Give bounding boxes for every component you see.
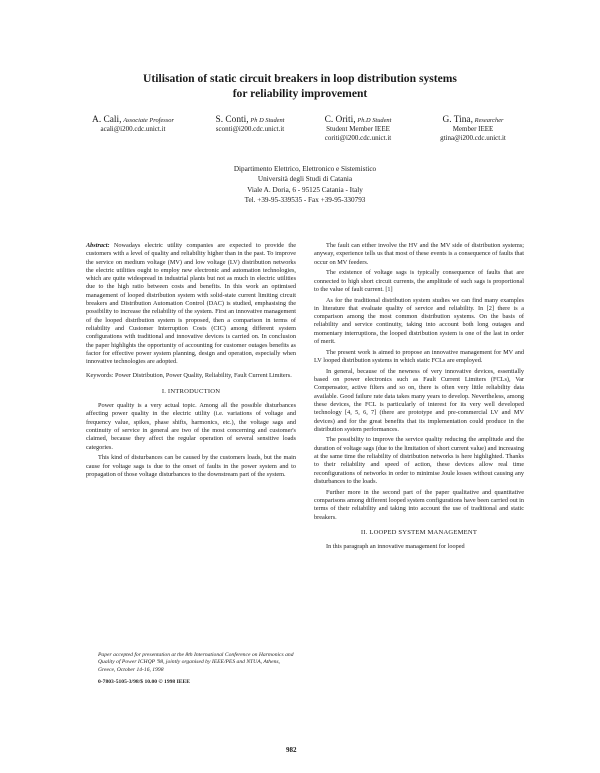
keywords: Keywords: Power Distribution, Power Quality, Reliability, Fault Current Limiters. bbox=[86, 372, 292, 380]
author-role: Researcher bbox=[474, 117, 504, 124]
intro-paragraph: This kind of disturbances can be caused by the customers loads, but the main cause for voltage sags is due to the onset of faults in the power system and to propagation of those voltage disturbances to the downstream part of the system. bbox=[86, 454, 296, 478]
author-1 bbox=[78, 116, 188, 134]
body-paragraph: As for the traditional distribution system studies we can find many examples in literature that evaluate quality of service and reliability. In [2] there is a comparison among the most common distribution systems. On the basis of reliability and service continuity, taking into account both long outages and momentary interruptions, the looped distribution system is one of the last in order of merit. bbox=[314, 296, 524, 346]
abstract bbox=[86, 242, 296, 366]
page-number: 982 bbox=[286, 746, 297, 754]
author-email: coriti@i200.cdc.unict.it bbox=[324, 134, 392, 142]
copyright-line: 0-7803-5105-3/98/$ 10.00 © 1998 IEEE bbox=[98, 679, 190, 686]
title-line-1: Utilisation of static circuit breakers in loop distribution systems bbox=[143, 72, 457, 85]
author-name: S. Conti, bbox=[215, 115, 249, 125]
abstract-text: Nowadays electric utility companies are expected to provide the customers with a level of quality and reliability higher than in the past. To improve the service on medium voltage (MV) and low voltage (LV) distribution networks the electric utilities ought to employ new electronic and automation technologies, which are quite widespread in industrial plants but not as much in electric utilities due to the high ratio between costs and benefits. In this work an optimised management of looped distribution system with solid-state current limiting circuit breakers and Distribution Automation Control (DAC) is studied, emphasising the possibility to increase the reliability of the system. First an innovative management of the looped distribution system is proposed, then a comparison in terms of reliability and Customer Interruption Costs (CIC) among different system configurations with traditional and innovative devices is carried on. In conclusion the paper highlights the opportunity of accounting for customer outages benefits as factor for effective power system planning, design and operation, especially when innovative technologies are adopted. bbox=[86, 242, 296, 366]
paper-title bbox=[60, 71, 540, 101]
author-3 bbox=[308, 116, 408, 143]
affiliation-line: Dipartimento Elettrico, Elettronico e Sistemistico bbox=[233, 165, 377, 173]
affiliation-line: Viale A. Doria, 6 - 95125 Catania - Italy bbox=[247, 185, 363, 194]
author-email: sconti@i200.cdc.unict.it bbox=[215, 125, 285, 133]
right-column bbox=[314, 242, 524, 554]
author-membership: Student Member IEEE bbox=[326, 125, 390, 133]
body-paragraph: In general, because of the newness of very innovative devices, essentially based on power electronics such as Fault Current Limiters (FCLs), Var Compensator, active filters and so on, there is often very little reliability data available. Good failure rate data takes many years to develop. Nevertheless, among these devices, the FCL is particularly of interest for its very well developed technology [4, 5, 6, 7] (there are prototype and pre-commercial LV and MV devices) and for the great benefits that its implementation could produce in the distribution system performances. bbox=[314, 367, 524, 433]
abstract-label: Abstract: bbox=[86, 242, 110, 249]
affiliation-line: Università degli Studi di Catania bbox=[257, 175, 353, 184]
intro-paragraph: Power quality is a very actual topic. Among all the possible disturbances affecting power quality in the electric utility (i.e. variations of voltage and frequency value, spikes, phase shifts, harmonics, etc.), the voltage sags and continuity of service in general are two of the most concerning and customer's claimed, because they affect the regular operation of several sensitive loads categories. bbox=[86, 402, 296, 451]
footnote-text: Paper accepted for presentation at the 8th International Conference on Harmonics and Quality of Power ICHQP '98, jointly organised by IEEE/PES and NTUA, Athens, Greece, October 14-16, 1998 bbox=[98, 652, 294, 673]
author-membership: Member IEEE bbox=[452, 125, 494, 133]
author-role: Ph D Student bbox=[250, 117, 285, 124]
author-email: acali@i200.cdc.unict.it bbox=[100, 125, 166, 133]
section-heading-looped-system: II. LOOPED SYSTEM MANAGEMENT bbox=[360, 528, 478, 536]
section-heading-introduction: I. INTRODUCTION bbox=[161, 387, 221, 395]
body-paragraph: Further more in the second part of the paper qualitative and quantitative comparisons among different looped system configurations have been carried out in terms of their reliability and taking into account the use of traditional and static breakers. bbox=[314, 488, 524, 521]
affiliation-line: Tel. +39-95-339535 - Fax +39-95-330793 bbox=[244, 195, 366, 204]
author-4 bbox=[418, 116, 528, 143]
author-name: A. Cali, bbox=[92, 115, 122, 125]
body-paragraph: The fault can either involve the HV and the MV side of distribution systems; anyway, experience tells us that most of these events is a consequence of faults that occur on MV feeders. bbox=[314, 242, 524, 266]
author-role: Ph.D Student bbox=[357, 117, 392, 124]
author-name: G. Tina, bbox=[442, 115, 473, 125]
left-column bbox=[86, 242, 296, 482]
body-paragraph: In this paragraph an innovative management for looped bbox=[326, 543, 465, 551]
body-paragraph: The present work is aimed to propose an innovative management for MV and LV looped distribution systems in which static FCLs are employed. bbox=[314, 348, 524, 365]
author-role: Associate Professor bbox=[123, 117, 174, 124]
body-paragraph: The possibility to improve the service quality reducing the amplitude and the duration of voltage sags (due to the limitation of short current value) and increasing at the same time the reliability of distribution networks is here highlighted. Thanks to their reliability and speed of action, these devices allow real time reconfigurations of networks in order to minimise Joule losses without causing any disturbances to the loads. bbox=[314, 436, 524, 485]
affiliation bbox=[180, 164, 430, 205]
author-email: gtina@i200.cdc.unict.it bbox=[440, 134, 506, 142]
author-name: C. Oriti, bbox=[324, 115, 356, 125]
title-line-2: for reliability improvement bbox=[232, 87, 368, 100]
footnote bbox=[98, 652, 298, 687]
author-2 bbox=[200, 116, 300, 134]
body-paragraph: The existence of voltage sags is typically consequence of faults that are connected to high short circuit currents, the amplitude of such sags is proportional to the value of fault current. [1] bbox=[314, 269, 524, 293]
